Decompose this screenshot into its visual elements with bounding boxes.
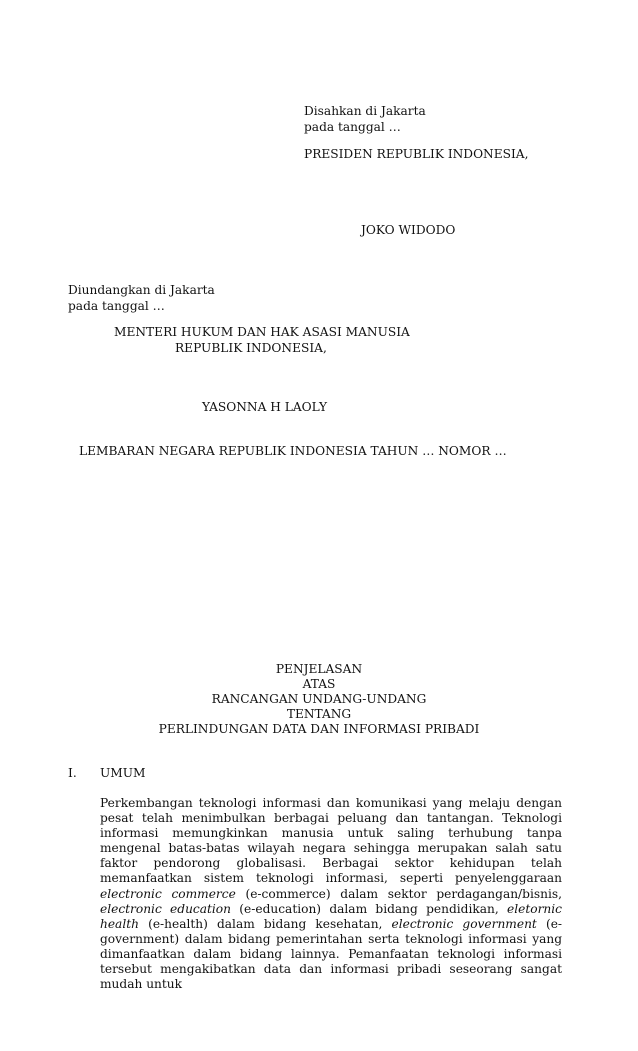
minister-name: YASONNA H LAOLY xyxy=(202,400,327,414)
state-gazette-line: LEMBARAN NEGARA REPUBLIK INDONESIA TAHUN … NOMOR … xyxy=(79,444,507,458)
minister-title: MENTERI HUKUM DAN HAK ASASI MANUSIA xyxy=(114,325,410,339)
ratification-date: pada tanggal … xyxy=(304,120,401,134)
heading-penjelasan: PENJELASAN xyxy=(275,662,363,676)
term-electronic-education: electronic education xyxy=(100,901,231,916)
enactment-place: Diundangkan di Jakarta xyxy=(68,283,215,297)
heading-subject: PERLINDUNGAN DATA DAN INFORMASI PRIBADI xyxy=(158,722,480,736)
section-title: UMUM xyxy=(100,766,146,780)
heading-bill: RANCANGAN UNDANG-UNDANG xyxy=(211,692,427,706)
heading-tentang: TENTANG xyxy=(286,707,352,721)
president-name: JOKO WIDODO xyxy=(361,223,456,237)
minister-title-country: REPUBLIK INDONESIA, xyxy=(175,341,327,355)
heading-atas: ATAS xyxy=(302,677,336,691)
section-number: I. xyxy=(68,766,77,780)
term-electronic-commerce: electronic commerce xyxy=(100,886,236,901)
ratification-place: Disahkan di Jakarta xyxy=(304,104,426,118)
term-electronic-government: electronic government xyxy=(391,916,537,931)
term-eletornic-health: eletornic health xyxy=(100,901,562,931)
general-explanation-paragraph: Perkembangan teknologi informasi dan komunikasi yang melaju dengan pesat telah menimbulkan berbagai peluang dan tantangan. Teknologi informasi memungkinkan manusia untuk saling terhubung tanpa mengenal batas-batas wilayah negara sehingga merupakan salah satu faktor pendorong globalisasi. Berbagai sektor kehidupan telah memanfaatkan sistem teknologi informasi, seperti penyelenggaraan electronic commerce (e-commerce) dalam sektor perdagangan/bisnis, electronic education (e-education) dalam bidang pendidikan, eletornic health (e-health) dalam bidang kesehatan, electronic government (e-government) dalam bidang pemerintahan serta teknologi informasi yang dimanfaatkan dalam bidang lainnya. Pemanfaatan teknologi informasi tersebut mengakibatkan data dan informasi pribadi seseorang sangat mudah untuk xyxy=(100,796,563,992)
enactment-date: pada tanggal … xyxy=(68,299,165,313)
president-title: PRESIDEN REPUBLIK INDONESIA, xyxy=(304,147,529,161)
